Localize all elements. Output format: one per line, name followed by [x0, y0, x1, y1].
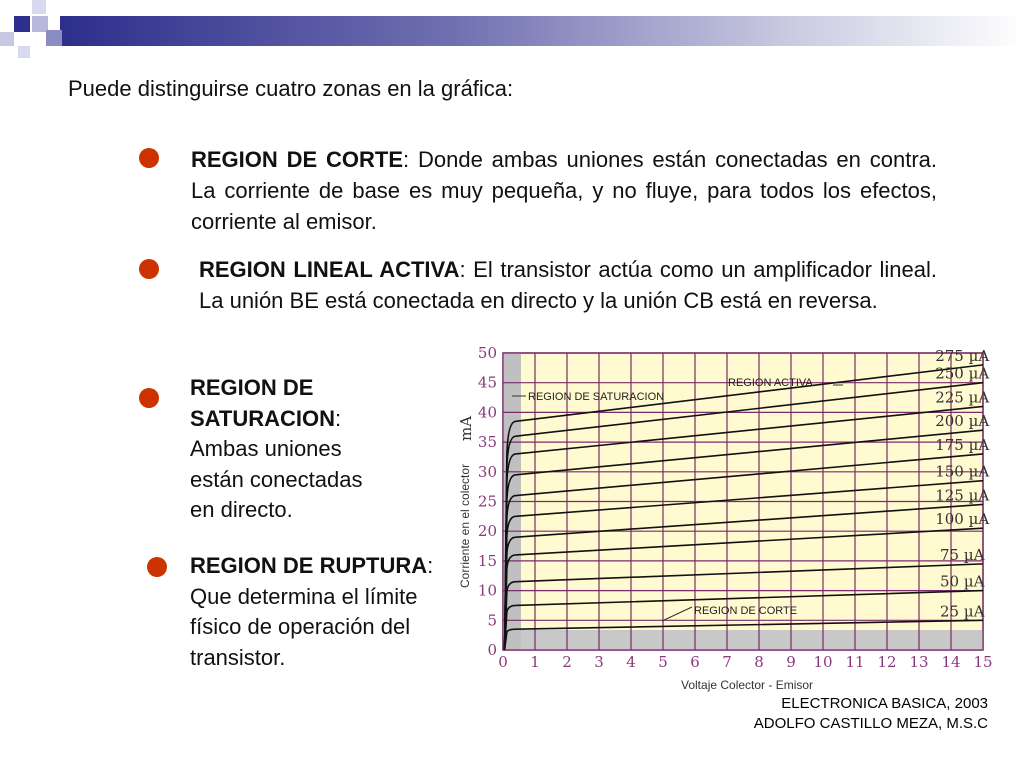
series-label: 200 µA	[935, 412, 990, 431]
series-label: 125 µA	[935, 486, 990, 505]
series-label: 150 µA	[935, 462, 990, 481]
x-tick-label: 14	[941, 653, 961, 671]
banner-square-dark	[14, 16, 30, 32]
y-tick-label: 40	[477, 403, 497, 422]
series-label: 50 µA	[939, 572, 985, 591]
region-saturacion-paragraph	[190, 373, 390, 526]
footer-line-2: ADOLFO CASTILLO MEZA, M.S.C	[753, 715, 988, 732]
intro-text: Puede distinguirse cuatro zonas en la gráfica:	[68, 76, 514, 101]
y-tick-label: 30	[477, 462, 497, 481]
y-tick-label: 10	[477, 581, 497, 600]
region-title: REGION LINEAL ACTIVA	[199, 257, 460, 282]
y-tick-label: 45	[477, 373, 497, 392]
header-banner	[0, 0, 1024, 64]
x-tick-label: 11	[845, 653, 865, 671]
x-tick-label: 15	[973, 653, 993, 671]
region-ruptura-paragraph	[190, 551, 455, 673]
region-corte-paragraph	[191, 144, 937, 237]
series-label: 25 µA	[939, 602, 985, 621]
x-tick-label: 7	[722, 653, 732, 671]
series-label: 225 µA	[935, 388, 990, 407]
y-tick-labels	[478, 345, 497, 659]
x-tick-label: 0	[498, 653, 508, 671]
series-label: 100 µA	[935, 510, 990, 529]
y-tick-label: 35	[477, 433, 497, 452]
x-tick-label: 3	[594, 653, 604, 671]
bullet-icon	[139, 148, 159, 168]
series-label: 175 µA	[935, 435, 990, 454]
x-tick-label: 5	[658, 653, 668, 671]
y-tick-label: 25	[477, 492, 497, 511]
series-label: 75 µA	[939, 545, 985, 564]
banner-gradient-bar	[60, 16, 1024, 46]
region-description: : Ambas uniones están conectadas en directo.	[190, 405, 363, 522]
region-title: REGION DE SATURACION	[190, 375, 336, 431]
x-tick-label: 4	[626, 653, 636, 671]
bullet-icon	[139, 259, 159, 279]
y-tick-label: 50	[477, 345, 497, 362]
y-tick-label: 15	[477, 551, 497, 570]
x-tick-label: 13	[909, 653, 929, 671]
annotation-saturacion: REGION DE SATURACION	[528, 391, 665, 403]
bullet-icon	[139, 388, 159, 408]
x-axis-label: Voltaje Colector - Emisor	[681, 678, 814, 692]
y-tick-label: 0	[487, 641, 497, 659]
region-title: REGION DE RUPTURA	[190, 553, 428, 578]
x-tick-labels	[498, 653, 992, 671]
region-description: : Que determina el límite físico de operación del transistor.	[190, 553, 434, 670]
x-tick-label: 1	[530, 653, 540, 671]
x-tick-label: 9	[786, 653, 796, 671]
y-tick-label: 5	[487, 611, 497, 630]
x-tick-label: 8	[754, 653, 764, 671]
banner-square-mid	[32, 0, 46, 14]
x-tick-label: 6	[690, 653, 700, 671]
footer-credits	[754, 694, 988, 734]
y-axis-label: Corriente en el colector	[458, 463, 472, 588]
series-label: 250 µA	[935, 364, 990, 383]
banner-square-small2	[18, 46, 30, 58]
annotation-activa: REGION ACTIVA	[728, 377, 813, 389]
annotation-corte: REGION DE CORTE	[694, 605, 798, 617]
x-tick-label: 12	[877, 653, 897, 671]
bullet-icon	[147, 557, 167, 577]
cutoff-region-band	[503, 630, 983, 650]
y-axis-unit: mA	[457, 415, 475, 441]
region-title: REGION DE CORTE	[191, 147, 404, 172]
footer-line-1: ELECTRONICA BASICA, 2003	[781, 695, 988, 712]
region-description: : Donde ambas uniones están conectadas en contra. La corriente de base es muy pequeña, y no fluye, para todos los efectos, corriente al emisor.	[191, 147, 937, 234]
region-activa-paragraph	[199, 254, 937, 316]
banner-square-small	[0, 32, 14, 46]
x-tick-label: 2	[562, 653, 572, 671]
banner-square-mid2	[46, 30, 62, 46]
transistor-characteristic-chart	[448, 345, 1008, 695]
x-tick-label: 10	[813, 653, 833, 671]
region-description: : El transistor actúa como un amplificador lineal. La unión BE está conectada en directo y la unión CB está en reversa.	[199, 257, 937, 313]
series-label: 275 µA	[935, 346, 990, 365]
y-tick-label: 20	[477, 522, 497, 541]
